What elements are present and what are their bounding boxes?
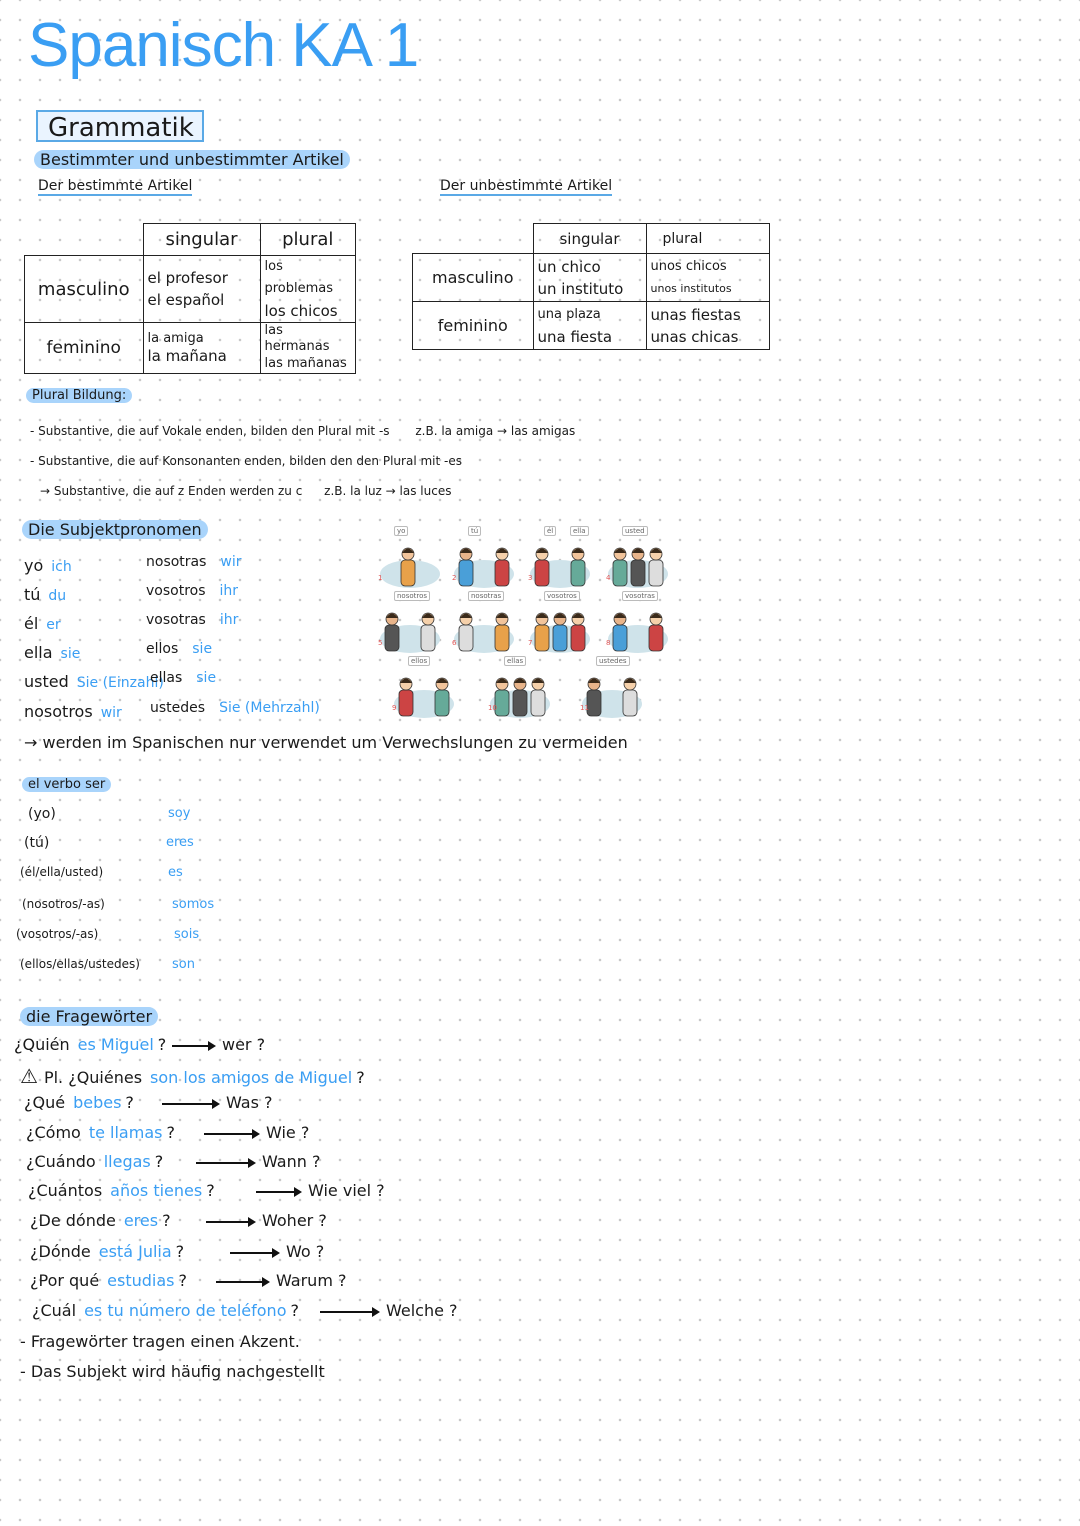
- cell-masc-plur: unos chicos unos institutos: [646, 254, 770, 302]
- pronoun-illustration: [452, 605, 516, 655]
- illustration-number: 9: [392, 704, 397, 712]
- ser-pronoun: (vosotros/-as): [16, 927, 99, 941]
- ser-pronoun: (tú): [24, 835, 50, 851]
- page-title: Spanisch KA 1: [28, 11, 419, 80]
- illustration-number: 10: [488, 704, 497, 712]
- pronoun-row: ella sie: [24, 643, 81, 662]
- ser-heading: el verbo ser: [22, 777, 111, 792]
- cell-fem-plur: las hermanas las mañanas: [260, 323, 356, 374]
- arrow-right-icon: [196, 1162, 254, 1164]
- note-subject: - Das Subjekt wird häufig nachgestellt: [20, 1362, 325, 1381]
- cell-masc-sing: el profesor el español: [143, 256, 260, 323]
- articles-heading: Bestimmter und unbestimmter Artikel: [34, 150, 350, 169]
- question-row: ¿Cómo te llamas ?: [26, 1123, 175, 1142]
- col-singular: singular: [143, 224, 260, 256]
- ser-form: sois: [174, 927, 200, 942]
- arrow-right-icon: [230, 1252, 278, 1254]
- pronoun-illustration: [452, 540, 516, 590]
- question-translation: wer ?: [222, 1035, 266, 1054]
- cell-fem-sing: una plaza una fiesta: [533, 302, 646, 350]
- question-heading: die Fragewörter: [20, 1007, 158, 1026]
- question-row: ⚠ Pl. ¿Quiénes son los amigos de Miguel ?: [20, 1064, 365, 1088]
- question-translation: Woher ?: [262, 1211, 327, 1230]
- plural-rule-2: - Substantive, die auf Konsonanten enden, bilden den den Plural mit -es: [30, 454, 462, 468]
- pronoun-row: ustedes Sie (Mehrzahl): [150, 700, 320, 716]
- speech-bubble: vosotros: [544, 591, 580, 601]
- speech-bubble: nosotros: [394, 591, 430, 601]
- ser-form: es: [168, 865, 183, 880]
- speech-bubble: ella: [570, 526, 589, 536]
- ser-pronoun: (yo): [28, 806, 56, 822]
- speech-bubble: él: [544, 526, 556, 536]
- question-translation: Welche ?: [386, 1301, 458, 1320]
- row-masculino: masculino: [413, 254, 534, 302]
- pronoun-illustration: [528, 605, 592, 655]
- illustration-number: 11: [580, 704, 589, 712]
- pronoun-illustration: [606, 605, 670, 655]
- pronoun-row: usted Sie (Einzahl): [24, 672, 164, 691]
- question-row: ¿Por qué estudias ?: [30, 1271, 188, 1290]
- ser-form: soy: [168, 806, 191, 821]
- pronoun-row: él er: [24, 614, 61, 633]
- speech-bubble: tú: [468, 526, 481, 536]
- speech-bubble: usted: [622, 526, 648, 536]
- question-row: ¿Cuántos años tienes ?: [28, 1181, 215, 1200]
- question-translation: Warum ?: [276, 1271, 347, 1290]
- row-feminino: feminino: [413, 302, 534, 350]
- question-translation: Wann ?: [262, 1152, 321, 1171]
- question-translation: Wie viel ?: [308, 1181, 385, 1200]
- pronoun-row: tú du: [24, 585, 67, 604]
- question-translation: Was ?: [226, 1093, 273, 1112]
- pronoun-note: → werden im Spanischen nur verwendet um Verwechslungen zu vermeiden: [24, 733, 628, 752]
- illustration-number: 7: [528, 639, 533, 647]
- warning-icon: ⚠: [20, 1064, 38, 1088]
- speech-bubble: ustedes: [596, 656, 630, 666]
- col-plural: plural: [646, 224, 770, 254]
- definite-article-heading: Der bestimmte Artikel: [38, 178, 193, 194]
- question-translation: Wie ?: [266, 1123, 310, 1142]
- question-row: ¿Qué bebes ?: [24, 1093, 134, 1112]
- ser-form: son: [172, 957, 195, 972]
- illustration-number: 2: [452, 574, 457, 582]
- question-row: ¿Dónde está Julia ?: [30, 1242, 185, 1261]
- pronoun-illustration: [392, 670, 456, 720]
- illustration-number: 3: [528, 574, 533, 582]
- question-row: ¿De dónde eres ?: [30, 1211, 171, 1230]
- plural-rule-3: → Substantive, die auf z Enden werden zu c z.B. la luz → las luces: [40, 484, 452, 498]
- speech-bubble: ellos: [408, 656, 430, 666]
- cell-masc-plur: los problemas los chicos: [260, 256, 356, 323]
- pronouns-heading: Die Subjektpronomen: [22, 520, 208, 539]
- cell-fem-sing: la amiga la mañana: [143, 323, 260, 374]
- col-plural: plural: [260, 224, 356, 256]
- indefinite-article-heading: Der unbestimmte Artikel: [440, 178, 613, 194]
- ser-pronoun: (él/ella/usted): [20, 865, 104, 879]
- row-masculino: masculino: [25, 256, 144, 323]
- pronoun-illustration: [488, 670, 552, 720]
- question-row: ¿Cuál es tu número de teléfono ?: [32, 1301, 299, 1320]
- arrow-right-icon: [256, 1191, 300, 1193]
- question-translation: Wo ?: [286, 1242, 325, 1261]
- arrow-right-icon: [206, 1221, 254, 1223]
- plural-heading: Plural Bildung:: [26, 388, 132, 403]
- definite-article-table: [24, 223, 356, 374]
- ser-form: somos: [172, 897, 215, 912]
- illustration-number: 8: [606, 639, 611, 647]
- illustration-number: 1: [378, 574, 383, 582]
- pronoun-illustration: [528, 540, 592, 590]
- question-row: ¿Quién es Miguel ?: [14, 1035, 167, 1054]
- pronoun-row: yo ich: [24, 556, 72, 575]
- note-accent: - Fragewörter tragen einen Akzent.: [20, 1332, 300, 1351]
- arrow-right-icon: [216, 1281, 268, 1283]
- speech-bubble: nosotras: [468, 591, 504, 601]
- indefinite-article-table: [412, 223, 770, 350]
- cell-fem-plur: unas fiestas unas chicas: [646, 302, 770, 350]
- illustration-number: 6: [452, 639, 457, 647]
- pronoun-row: nosotras wir: [146, 554, 242, 570]
- arrow-right-icon: [204, 1133, 258, 1135]
- pronoun-row: ellas sie: [150, 670, 217, 686]
- illustration-number: 4: [606, 574, 611, 582]
- speech-bubble: vosotras: [622, 591, 658, 601]
- speech-bubble: yo: [394, 526, 408, 536]
- col-singular: singular: [533, 224, 646, 254]
- plural-rule-1: - Substantive, die auf Vokale enden, bilden den Plural mit -s z.B. la amiga → las amigas: [30, 424, 576, 438]
- pronoun-row: ellos sie: [146, 641, 213, 657]
- pronoun-row: vosotras ihr: [146, 612, 239, 628]
- cell-masc-sing: un chico un instituto: [533, 254, 646, 302]
- ser-pronoun: (nosotros/-as): [22, 897, 105, 911]
- arrow-right-icon: [162, 1103, 218, 1105]
- pronoun-row: vosotros ihr: [146, 583, 239, 599]
- question-row: ¿Cuándo llegas ?: [26, 1152, 164, 1171]
- arrow-right-icon: [172, 1045, 214, 1047]
- grammatik-heading: Grammatik: [36, 110, 204, 142]
- illustration-number: 5: [378, 639, 383, 647]
- arrow-right-icon: [320, 1311, 378, 1313]
- pronoun-illustration: [580, 670, 644, 720]
- row-feminino: feminino: [25, 323, 144, 374]
- pronoun-illustration: [378, 605, 442, 655]
- ser-form: eres: [166, 835, 194, 850]
- pronoun-illustration: [378, 540, 442, 590]
- pronoun-illustration: [606, 540, 670, 590]
- speech-bubble: ellas: [504, 656, 526, 666]
- pronoun-row: nosotros wir: [24, 702, 122, 721]
- ser-pronoun: (ellos/ellas/ustedes): [20, 957, 140, 971]
